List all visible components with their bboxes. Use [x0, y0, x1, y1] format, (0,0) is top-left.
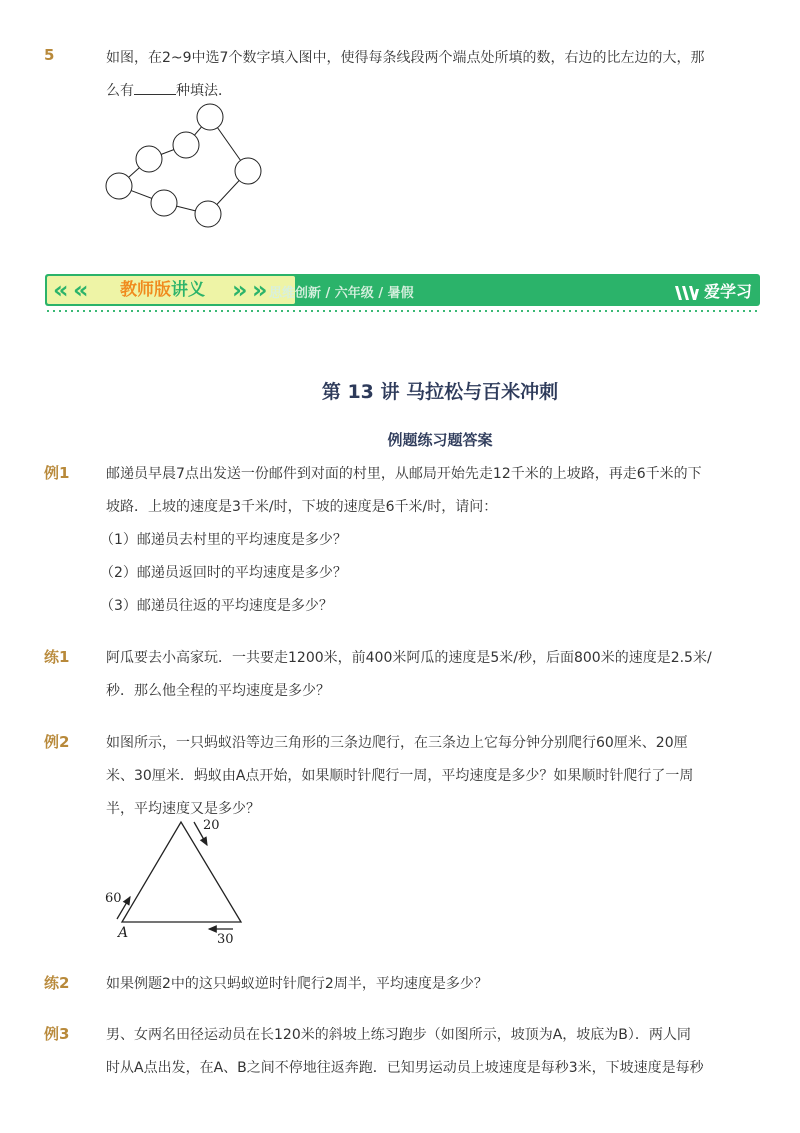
- practice-text: 阿瓜要去小高家玩．一共要走1200米，前400米阿瓜的速度是5米/秒，后面800米的速度是2.5米/: [106, 650, 712, 666]
- practice-text: 如果例题2中的这只蚂蚁逆时针爬行2周半，平均速度是多少？: [106, 976, 488, 992]
- teacher-edition-label: 教师版讲义: [120, 280, 205, 300]
- figure-node: [197, 104, 223, 130]
- lecture-banner: [45, 274, 760, 306]
- figure-node: [235, 158, 261, 184]
- example-text: 时从A点出发，在A、B之间不停地往返奔跑．已知男运动员上坡速度是每秒3米，下坡速度是每秒: [106, 1060, 704, 1076]
- example-text: 半，平均速度又是多少？: [106, 801, 260, 817]
- sub-question: （2）邮递员返回时的平均速度是多少？: [100, 565, 347, 581]
- example-text: 坡路．上坡的速度是3千米/时，下坡的速度是6千米/时，请问：: [106, 499, 498, 515]
- chevron-left-icon: «: [73, 276, 89, 304]
- fill-suffix: 种填法．: [176, 83, 232, 99]
- example-tag: 例1: [44, 464, 70, 482]
- practice-text: 秒．那么他全程的平均速度是多少？: [106, 683, 330, 699]
- banner-divider: [45, 310, 760, 312]
- chevron-left-icon: «: [53, 276, 69, 304]
- practice-tag: 练1: [44, 648, 70, 666]
- sub-question: （1）邮递员去村里的平均速度是多少？: [100, 532, 347, 548]
- question-text: 如图，在2~9中选7个数字填入图中，使得每条线段两个端点处所填的数，右边的比左边的大，那: [106, 50, 705, 66]
- circle-chain-figure: [100, 100, 270, 235]
- example-text: 男、女两名田径运动员在长120米的斜坡上练习跑步（如图所示，坡顶为A，坡底为B）．两人同: [106, 1027, 691, 1043]
- figure-node: [106, 173, 132, 199]
- triangle-figure: [100, 812, 260, 952]
- figure-node: [173, 132, 199, 158]
- answers-subtitle: 例题练习题答案: [387, 431, 493, 449]
- example-tag: 例3: [44, 1025, 70, 1043]
- sub-question: （3）邮递员往返的平均速度是多少？: [100, 598, 333, 614]
- figure-node: [136, 146, 162, 172]
- figure-node: [151, 190, 177, 216]
- example-text: 如图所示，一只蚂蚁沿等边三角形的三条边爬行，在三条边上它每分钟分别爬行60厘米、20厘: [106, 735, 688, 751]
- banner-highlight: [47, 276, 295, 304]
- example-text: 米、30厘米．蚂蚁由A点开始，如果顺时针爬行一周，平均速度是多少？如果顺时针爬行了一周: [106, 768, 694, 784]
- right-speed-label: 20: [203, 818, 220, 833]
- chevron-right-icon: »: [252, 276, 268, 304]
- brand: 爱学习: [674, 279, 752, 303]
- example-tag: 例2: [44, 733, 70, 751]
- practice-tag: 练2: [44, 974, 70, 992]
- answer-blank[interactable]: [134, 82, 176, 95]
- question-number: 5: [44, 46, 55, 64]
- bottom-speed-label: 30: [217, 932, 234, 947]
- fill-prefix: 么有: [106, 83, 134, 99]
- lecture-title: 第 13 讲 马拉松与百米冲刺: [321, 381, 559, 403]
- question-text-line2: [106, 80, 232, 100]
- brand-logo-icon: [674, 283, 700, 303]
- chevron-right-icon: »: [232, 276, 248, 304]
- left-speed-label: 60: [105, 891, 122, 906]
- triangle-shape: [122, 822, 241, 922]
- figure-node: [195, 201, 221, 227]
- vertex-a-label: A: [118, 925, 129, 941]
- example-text: 邮递员早晨7点出发送一份邮件到对面的村里，从邮局开始先走12千米的上坡路，再走6千米的下: [106, 466, 702, 482]
- course-info: 思维创新 / 六年级 / 暑假: [269, 286, 414, 301]
